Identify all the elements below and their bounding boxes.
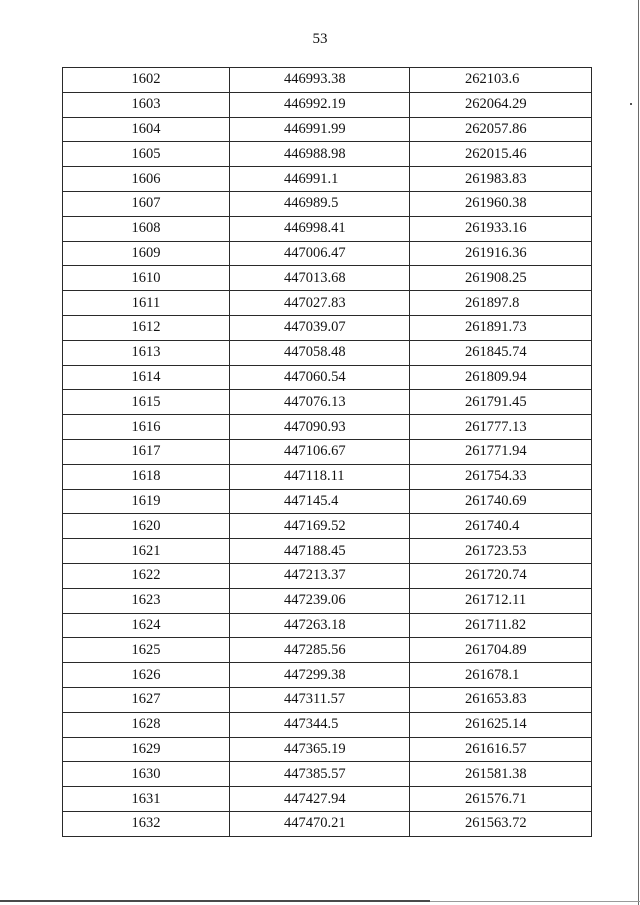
point-number-cell: 1632 <box>63 811 230 836</box>
x-coordinate-cell: 447213.37 <box>230 563 410 588</box>
x-coordinate-cell: 447385.57 <box>230 762 410 787</box>
point-number-cell: 1607 <box>63 191 230 216</box>
point-number-cell: 1624 <box>63 613 230 638</box>
x-coordinate-cell: 447263.18 <box>230 613 410 638</box>
point-number-cell: 1616 <box>63 415 230 440</box>
y-coordinate-cell: 261576.71 <box>410 787 592 812</box>
x-coordinate-cell: 447311.57 <box>230 687 410 712</box>
table-row <box>63 539 592 564</box>
page-number: 53 <box>312 31 328 47</box>
x-coordinate-cell: 447118.11 <box>230 464 410 489</box>
y-coordinate-cell: 262064.29 <box>410 92 592 117</box>
x-coordinate-cell: 447169.52 <box>230 514 410 539</box>
y-coordinate-cell: 261845.74 <box>410 340 592 365</box>
point-number-cell: 1621 <box>63 539 230 564</box>
y-coordinate-cell: 261908.25 <box>410 266 592 291</box>
y-coordinate-cell: 261678.1 <box>410 663 592 688</box>
x-coordinate-cell: 446988.98 <box>230 142 410 167</box>
table-row <box>63 365 592 390</box>
point-number-cell: 1619 <box>63 489 230 514</box>
table-row <box>63 167 592 192</box>
y-coordinate-cell: 261897.8 <box>410 291 592 316</box>
x-coordinate-cell: 447188.45 <box>230 539 410 564</box>
x-coordinate-cell: 447145.4 <box>230 489 410 514</box>
x-coordinate-cell: 447285.56 <box>230 638 410 663</box>
table-row <box>63 613 592 638</box>
scan-edge-right <box>638 0 639 905</box>
table-row <box>63 266 592 291</box>
table-row <box>63 762 592 787</box>
table-row <box>63 811 592 836</box>
point-number-cell: 1608 <box>63 216 230 241</box>
table-row <box>63 787 592 812</box>
point-number-cell: 1602 <box>63 68 230 93</box>
point-number-cell: 1605 <box>63 142 230 167</box>
y-coordinate-cell: 261723.53 <box>410 539 592 564</box>
y-coordinate-cell: 261563.72 <box>410 811 592 836</box>
x-coordinate-cell: 447299.38 <box>230 663 410 688</box>
table-row <box>63 663 592 688</box>
x-coordinate-cell: 447006.47 <box>230 241 410 266</box>
coordinates-table-body <box>63 68 592 837</box>
table-row <box>63 712 592 737</box>
coordinates-table <box>62 67 592 837</box>
point-number-cell: 1612 <box>63 315 230 340</box>
y-coordinate-cell: 261704.89 <box>410 638 592 663</box>
table-row <box>63 489 592 514</box>
point-number-cell: 1615 <box>63 390 230 415</box>
point-number-cell: 1628 <box>63 712 230 737</box>
point-number-cell: 1617 <box>63 439 230 464</box>
point-number-cell: 1614 <box>63 365 230 390</box>
y-coordinate-cell: 261720.74 <box>410 563 592 588</box>
table-row <box>63 737 592 762</box>
point-number-cell: 1611 <box>63 291 230 316</box>
table-row <box>63 92 592 117</box>
x-coordinate-cell: 447076.13 <box>230 390 410 415</box>
table-row <box>63 142 592 167</box>
y-coordinate-cell: 261616.57 <box>410 737 592 762</box>
table-row <box>63 117 592 142</box>
coordinates-table-wrapper <box>62 67 590 837</box>
x-coordinate-cell: 447013.68 <box>230 266 410 291</box>
y-coordinate-cell: 261891.73 <box>410 315 592 340</box>
point-number-cell: 1604 <box>63 117 230 142</box>
point-number-cell: 1622 <box>63 563 230 588</box>
point-number-cell: 1629 <box>63 737 230 762</box>
y-coordinate-cell: 261653.83 <box>410 687 592 712</box>
table-row <box>63 68 592 93</box>
table-row <box>63 464 592 489</box>
x-coordinate-cell: 446989.5 <box>230 191 410 216</box>
point-number-cell: 1627 <box>63 687 230 712</box>
table-row <box>63 390 592 415</box>
y-coordinate-cell: 261740.4 <box>410 514 592 539</box>
y-coordinate-cell: 261740.69 <box>410 489 592 514</box>
point-number-cell: 1630 <box>63 762 230 787</box>
x-coordinate-cell: 447027.83 <box>230 291 410 316</box>
x-coordinate-cell: 447470.21 <box>230 811 410 836</box>
y-coordinate-cell: 261791.45 <box>410 390 592 415</box>
y-coordinate-cell: 261712.11 <box>410 588 592 613</box>
point-number-cell: 1623 <box>63 588 230 613</box>
y-coordinate-cell: 261754.33 <box>410 464 592 489</box>
x-coordinate-cell: 447090.93 <box>230 415 410 440</box>
point-number-cell: 1631 <box>63 787 230 812</box>
y-coordinate-cell: 261711.82 <box>410 613 592 638</box>
y-coordinate-cell: 262103.6 <box>410 68 592 93</box>
y-coordinate-cell: 261809.94 <box>410 365 592 390</box>
table-row <box>63 687 592 712</box>
table-row <box>63 241 592 266</box>
table-row <box>63 563 592 588</box>
table-row <box>63 415 592 440</box>
x-coordinate-cell: 447365.19 <box>230 737 410 762</box>
y-coordinate-cell: 261625.14 <box>410 712 592 737</box>
table-row <box>63 191 592 216</box>
point-number-cell: 1626 <box>63 663 230 688</box>
table-row <box>63 588 592 613</box>
table-row <box>63 638 592 663</box>
x-coordinate-cell: 447060.54 <box>230 365 410 390</box>
x-coordinate-cell: 446993.38 <box>230 68 410 93</box>
x-coordinate-cell: 447058.48 <box>230 340 410 365</box>
x-coordinate-cell: 446991.99 <box>230 117 410 142</box>
table-row <box>63 315 592 340</box>
table-row <box>63 514 592 539</box>
y-coordinate-cell: 261581.38 <box>410 762 592 787</box>
y-coordinate-cell: 262015.46 <box>410 142 592 167</box>
x-coordinate-cell: 446998.41 <box>230 216 410 241</box>
scan-edge-bottom <box>0 900 430 902</box>
table-row <box>63 439 592 464</box>
point-number-cell: 1606 <box>63 167 230 192</box>
y-coordinate-cell: 261983.83 <box>410 167 592 192</box>
point-number-cell: 1618 <box>63 464 230 489</box>
x-coordinate-cell: 447239.06 <box>230 588 410 613</box>
x-coordinate-cell: 447427.94 <box>230 787 410 812</box>
table-row <box>63 291 592 316</box>
x-coordinate-cell: 447039.07 <box>230 315 410 340</box>
scan-edge-bottom-right <box>430 901 640 902</box>
point-number-cell: 1613 <box>63 340 230 365</box>
y-coordinate-cell: 261771.94 <box>410 439 592 464</box>
y-coordinate-cell: 261777.13 <box>410 415 592 440</box>
x-coordinate-cell: 446992.19 <box>230 92 410 117</box>
margin-mark <box>630 103 632 105</box>
x-coordinate-cell: 447106.67 <box>230 439 410 464</box>
y-coordinate-cell: 261933.16 <box>410 216 592 241</box>
point-number-cell: 1603 <box>63 92 230 117</box>
point-number-cell: 1620 <box>63 514 230 539</box>
point-number-cell: 1625 <box>63 638 230 663</box>
table-row <box>63 340 592 365</box>
table-row <box>63 216 592 241</box>
y-coordinate-cell: 261960.38 <box>410 191 592 216</box>
point-number-cell: 1609 <box>63 241 230 266</box>
x-coordinate-cell: 447344.5 <box>230 712 410 737</box>
y-coordinate-cell: 262057.86 <box>410 117 592 142</box>
y-coordinate-cell: 261916.36 <box>410 241 592 266</box>
point-number-cell: 1610 <box>63 266 230 291</box>
x-coordinate-cell: 446991.1 <box>230 167 410 192</box>
